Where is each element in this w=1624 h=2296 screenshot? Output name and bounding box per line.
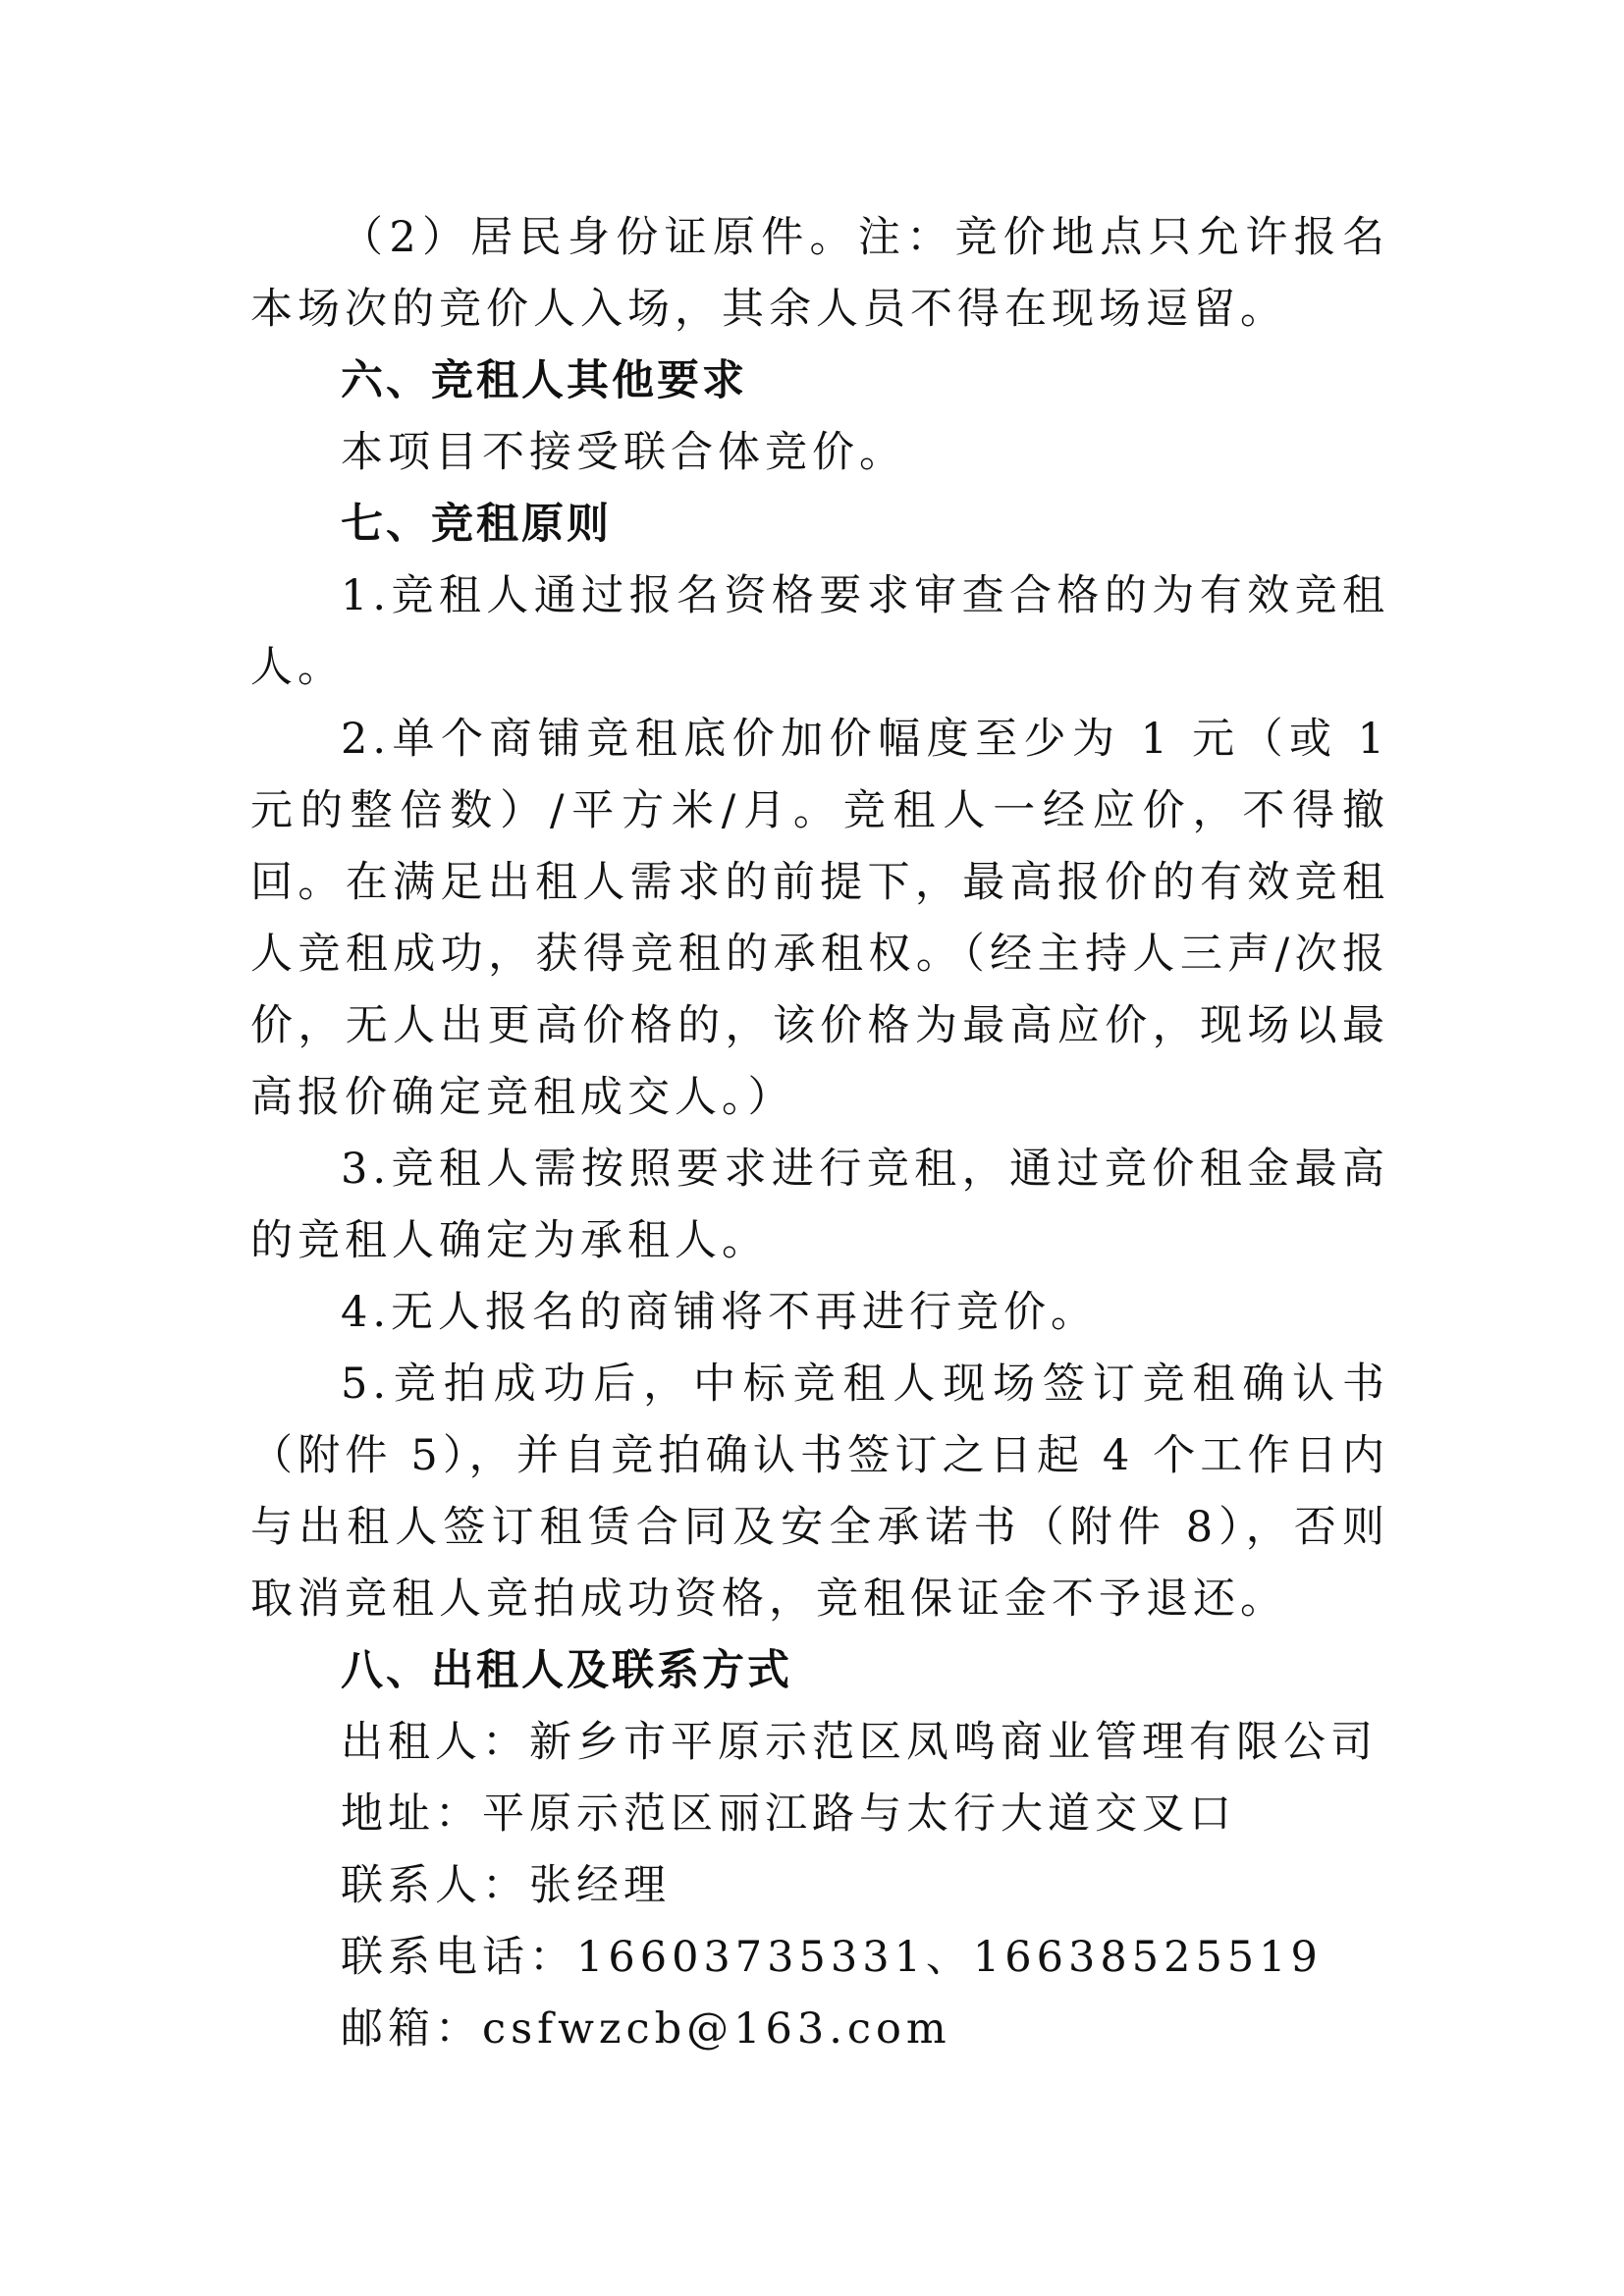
contact-address: 地址：平原示范区丽江路与太行大道交叉口 xyxy=(341,1789,1236,1839)
paragraph-id-card-requirement: （2）居民身份证原件。注：竞价地点只允许报名本场次的竞价人入场，其余人员不得在现场逗留。 xyxy=(250,213,1389,334)
paragraph-principle-4: 4.无人报名的商铺将不再进行竞价。 xyxy=(341,1288,1099,1337)
paragraph-principle-2: 2.单个商铺竞租底价加价幅度至少为 1 元（或 1 元的整倍数）/平方米/月。竞租人一经应价，不得撤回。在满足出租人需求的前提下，最高报价的有效竞租人竞租成功，获得竞租的承租权。（经主持人三声/次报价，无人出更高价格的，该价格为最高应价，现场以最高报价确定竞租成交人。） xyxy=(250,715,1389,1122)
section-heading-7-bidding-principles: 七、竞租原则 xyxy=(341,500,612,549)
contact-lessor: 出租人：新乡市平原示范区凤鸣商业管理有限公司 xyxy=(341,1718,1378,1767)
paragraph-principle-5: 5.竞拍成功后，中标竞租人现场签订竞租确认书（附件 5），并自竞拍确认书签订之日起 4 个工作日内与出租人签订租赁合同及安全承诺书（附件 8），否则取消竞租人竞拍成功资格，竞租保证金不予退还。 xyxy=(250,1360,1389,1624)
section-heading-6-other-requirements: 六、竞租人其他要求 xyxy=(341,356,747,405)
document-body xyxy=(250,202,1389,2065)
paragraph-principle-3: 3.竞租人需按照要求进行竞租，通过竞价租金最高的竞租人确定为承租人。 xyxy=(250,1145,1389,1265)
section-heading-8-lessor-contact: 八、出租人及联系方式 xyxy=(341,1646,792,1695)
paragraph-principle-1: 1.竞租人通过报名资格要求审查合格的为有效竞租人。 xyxy=(250,571,1389,692)
contact-person: 联系人：张经理 xyxy=(341,1861,671,1910)
contact-phone: 联系电话：16603735331、16638525519 xyxy=(341,1933,1323,1982)
contact-email: 邮箱：csfwzcb@163.com xyxy=(341,2004,951,2054)
paragraph-no-consortium: 本项目不接受联合体竞价。 xyxy=(341,428,906,477)
